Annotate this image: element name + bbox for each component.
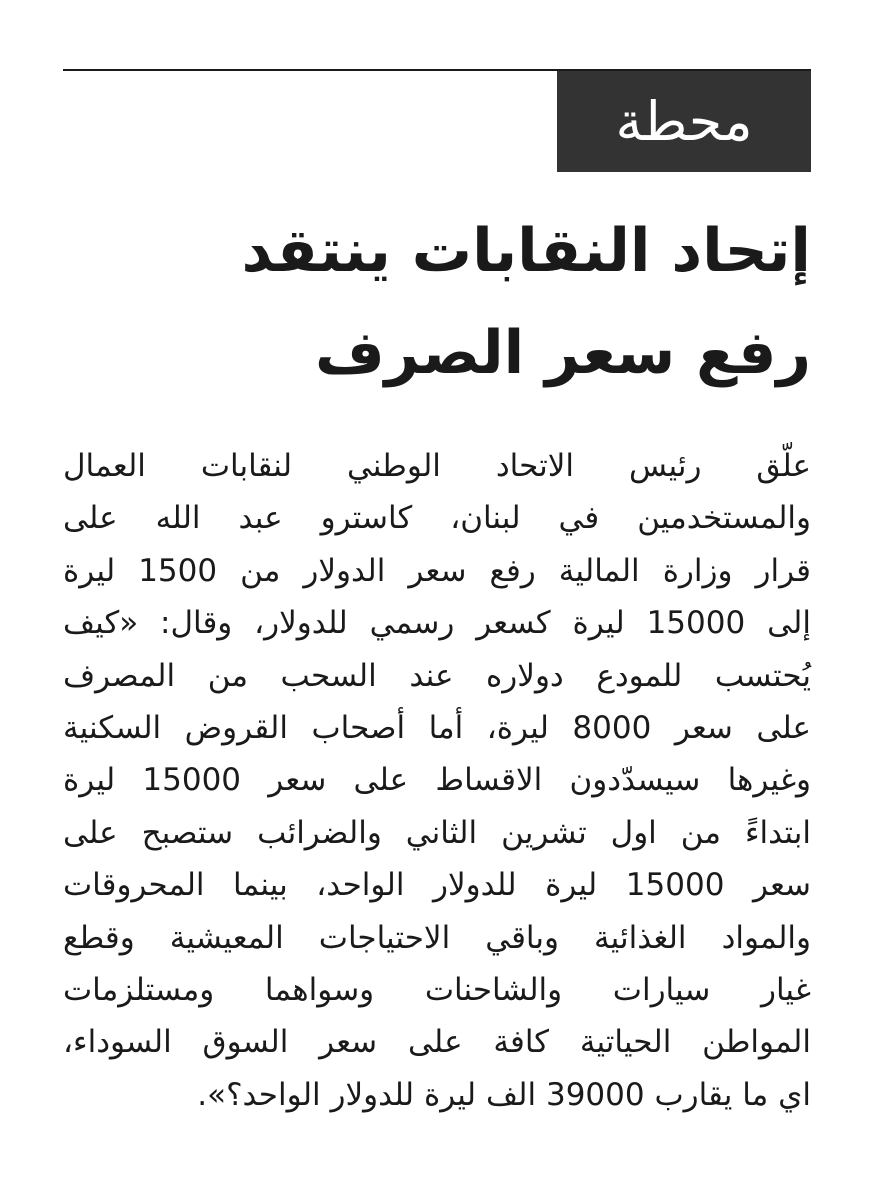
body-line: على سعر 8000 ليرة، أما أصحاب القروض السكنية	[63, 709, 811, 746]
section-label: محطة	[615, 90, 753, 153]
headline	[63, 200, 811, 404]
body-line: يُحتسب للمودع دولاره عند السحب من المصرف	[63, 657, 811, 694]
headline-line: إتحاد النقابات ينتقد	[241, 216, 811, 286]
body-line: غيار سيارات والشاحنات وسواهما ومستلزمات	[63, 971, 811, 1008]
article-body	[63, 440, 811, 1121]
body-line: والمواد الغذائية وباقي الاحتياجات المعيشية وقطع	[63, 919, 811, 956]
headline-line: رفع سعر الصرف	[314, 318, 811, 388]
body-line: ابتداءً من اول تشرين الثاني والضرائب ستصبح على	[63, 814, 811, 851]
section-label-box	[557, 71, 811, 172]
body-line: اي ما يقارب 39000 الف ليرة للدولار الواحد؟».	[197, 1076, 811, 1113]
body-line: وغيرها سيسدّدون الاقساط على سعر 15000 ليرة	[63, 762, 812, 799]
body-line: قرار وزارة المالية رفع سعر الدولار من 1500 ليرة	[63, 552, 812, 589]
body-line: المواطن الحياتية كافة على سعر السوق السوداء،	[63, 1024, 811, 1061]
body-line: إلى 15000 ليرة كسعر رسمي للدولار، وقال: «كيف	[63, 605, 811, 642]
body-line: سعر 15000 ليرة للدولار الواحد، بينما المحروقات	[63, 867, 811, 904]
body-line: علّق رئيس الاتحاد الوطني لنقابات العمال	[63, 448, 811, 484]
body-line: والمستخدمين في لبنان، كاسترو عبد الله على	[63, 500, 811, 537]
